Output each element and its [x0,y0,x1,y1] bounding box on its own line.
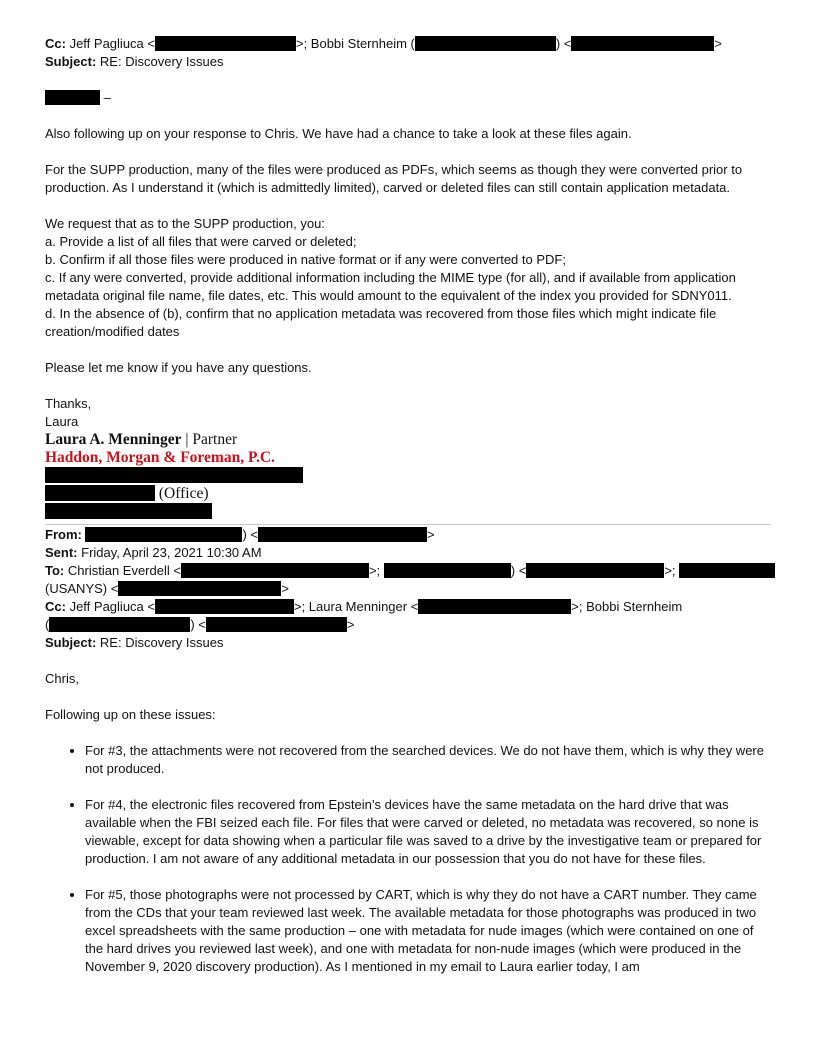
to-line: To: Christian Everdell < >; ) < >; [45,562,771,580]
request-item: a. Provide a list of all files that were carved or deleted; [45,234,357,249]
from-line: From: ) < > [45,527,435,542]
to-label: To: [45,563,65,578]
paragraph: Also following up on your response to Chris. We have had a chance to take a look at these files again. [45,126,632,141]
redaction-box [45,485,155,501]
sent-date: Friday, April 23, 2021 10:30 AM [81,545,262,560]
issues-list [45,742,771,976]
cc-text: ) < [555,36,572,51]
paragraph: Please let me know if you have any questions. [45,360,312,375]
cc-text: Jeff Pagliuca < [69,36,155,51]
greeting-line: – [45,89,771,107]
redaction-box [418,599,571,614]
subject-line [45,634,771,652]
signature-name: Laura A. Menninger | Partner [45,431,238,448]
redaction-box [384,563,511,578]
redaction-box [181,563,369,578]
redaction-box [415,36,556,51]
list-item: • For #4, the electronic files recovered from Epstein’s devices have the same metadata on the hard drive that was available when the FBI seized each file. For files that were carved or deleted, no metadata was recovered, so none is viewable, except for data showing when a particular file was saved to a drive by the investigative team or prepared for production. I am not aware of any additional metadata in our possession that you do not have for these files. [85,796,771,868]
request-intro: We request that as to the SUPP production, you: [45,216,325,231]
cc-line [45,35,771,53]
redaction-box [45,90,100,105]
subject-text: RE: Discovery Issues [99,635,224,650]
redaction-box [679,563,775,578]
redaction-box [45,503,212,519]
sent-line [45,544,771,562]
signature-firm: Haddon, Morgan & Foreman, P.C. [45,449,275,466]
cc-label: Cc: [45,599,66,614]
list-item: • For #3, the attachments were not recovered from the searched devices. We do not have them, which is why they were not produced. [85,742,771,778]
redaction-box [206,617,347,632]
subject-label: Subject: [45,54,97,69]
redaction-box [258,527,427,542]
paragraph: For the SUPP production, many of the files were produced as PDFs, which seems as though they were converted prior to production. As I understand it (which is admittedly limited), carved or deleted files can still contain application metadata. [45,162,743,195]
redaction-box [49,617,190,632]
to-line-continued: (USANYS) < > [45,581,289,596]
signature-phone: (Office) [45,485,771,503]
redaction-box [155,36,296,51]
cc-text: >; Bobbi Sternheim ( [295,36,415,51]
email-document [45,35,771,994]
signature-address [45,467,771,485]
cc-text: > [714,36,722,51]
signature-contact [45,503,771,521]
cc-label: Cc: [45,36,66,51]
request-item: c. If any were converted, provide additional information including the MIME type (for all), and if available from application metadata original file name, file dates, etc. This would amount to the equivalent of the index you provided for SDNY011. [45,270,736,303]
list-item: • For #5, those photographs were not processed by CART, which is why they do not have a CART number. They came from the CDs that your team reviewed last week. The available metadata for those photographs was produced in two excel spreadsheets with the same production – one with metadata for nude images (which were contained on one of the hard drives you reviewed last week), and one with metadata for non-nude images (which were produced in the November 9, 2020 discovery production). As I mentioned in my email to Laura earlier today, I am [85,886,771,976]
redaction-box [85,527,242,542]
request-item: d. In the absence of (b), confirm that no application metadata was recovered from those files which might indicate file creation/modified dates [45,306,717,339]
cc-line-continued: ( ) < > [45,617,355,632]
redaction-box [118,581,281,596]
greeting-line: Chris, [45,671,79,686]
redaction-box [155,599,294,614]
subject-label: Subject: [45,635,97,650]
redaction-box [45,467,303,483]
cc-line: Cc: Jeff Pagliuca < >; Laura Menninger < >; Bobbi Sternheim [45,599,683,614]
subject-text: RE: Discovery Issues [99,54,224,69]
divider [45,524,771,525]
thanks-line: Thanks, [45,396,92,411]
sent-label: Sent: [45,545,78,560]
request-item: b. Confirm if all those files were produced in native format or if any were converted to PDF; [45,252,566,267]
redaction-box [571,36,714,51]
signoff-line: Laura [45,414,79,429]
from-label: From: [45,527,82,542]
redaction-box [526,563,664,578]
paragraph: Following up on these issues: [45,707,216,722]
subject-line [45,53,771,71]
